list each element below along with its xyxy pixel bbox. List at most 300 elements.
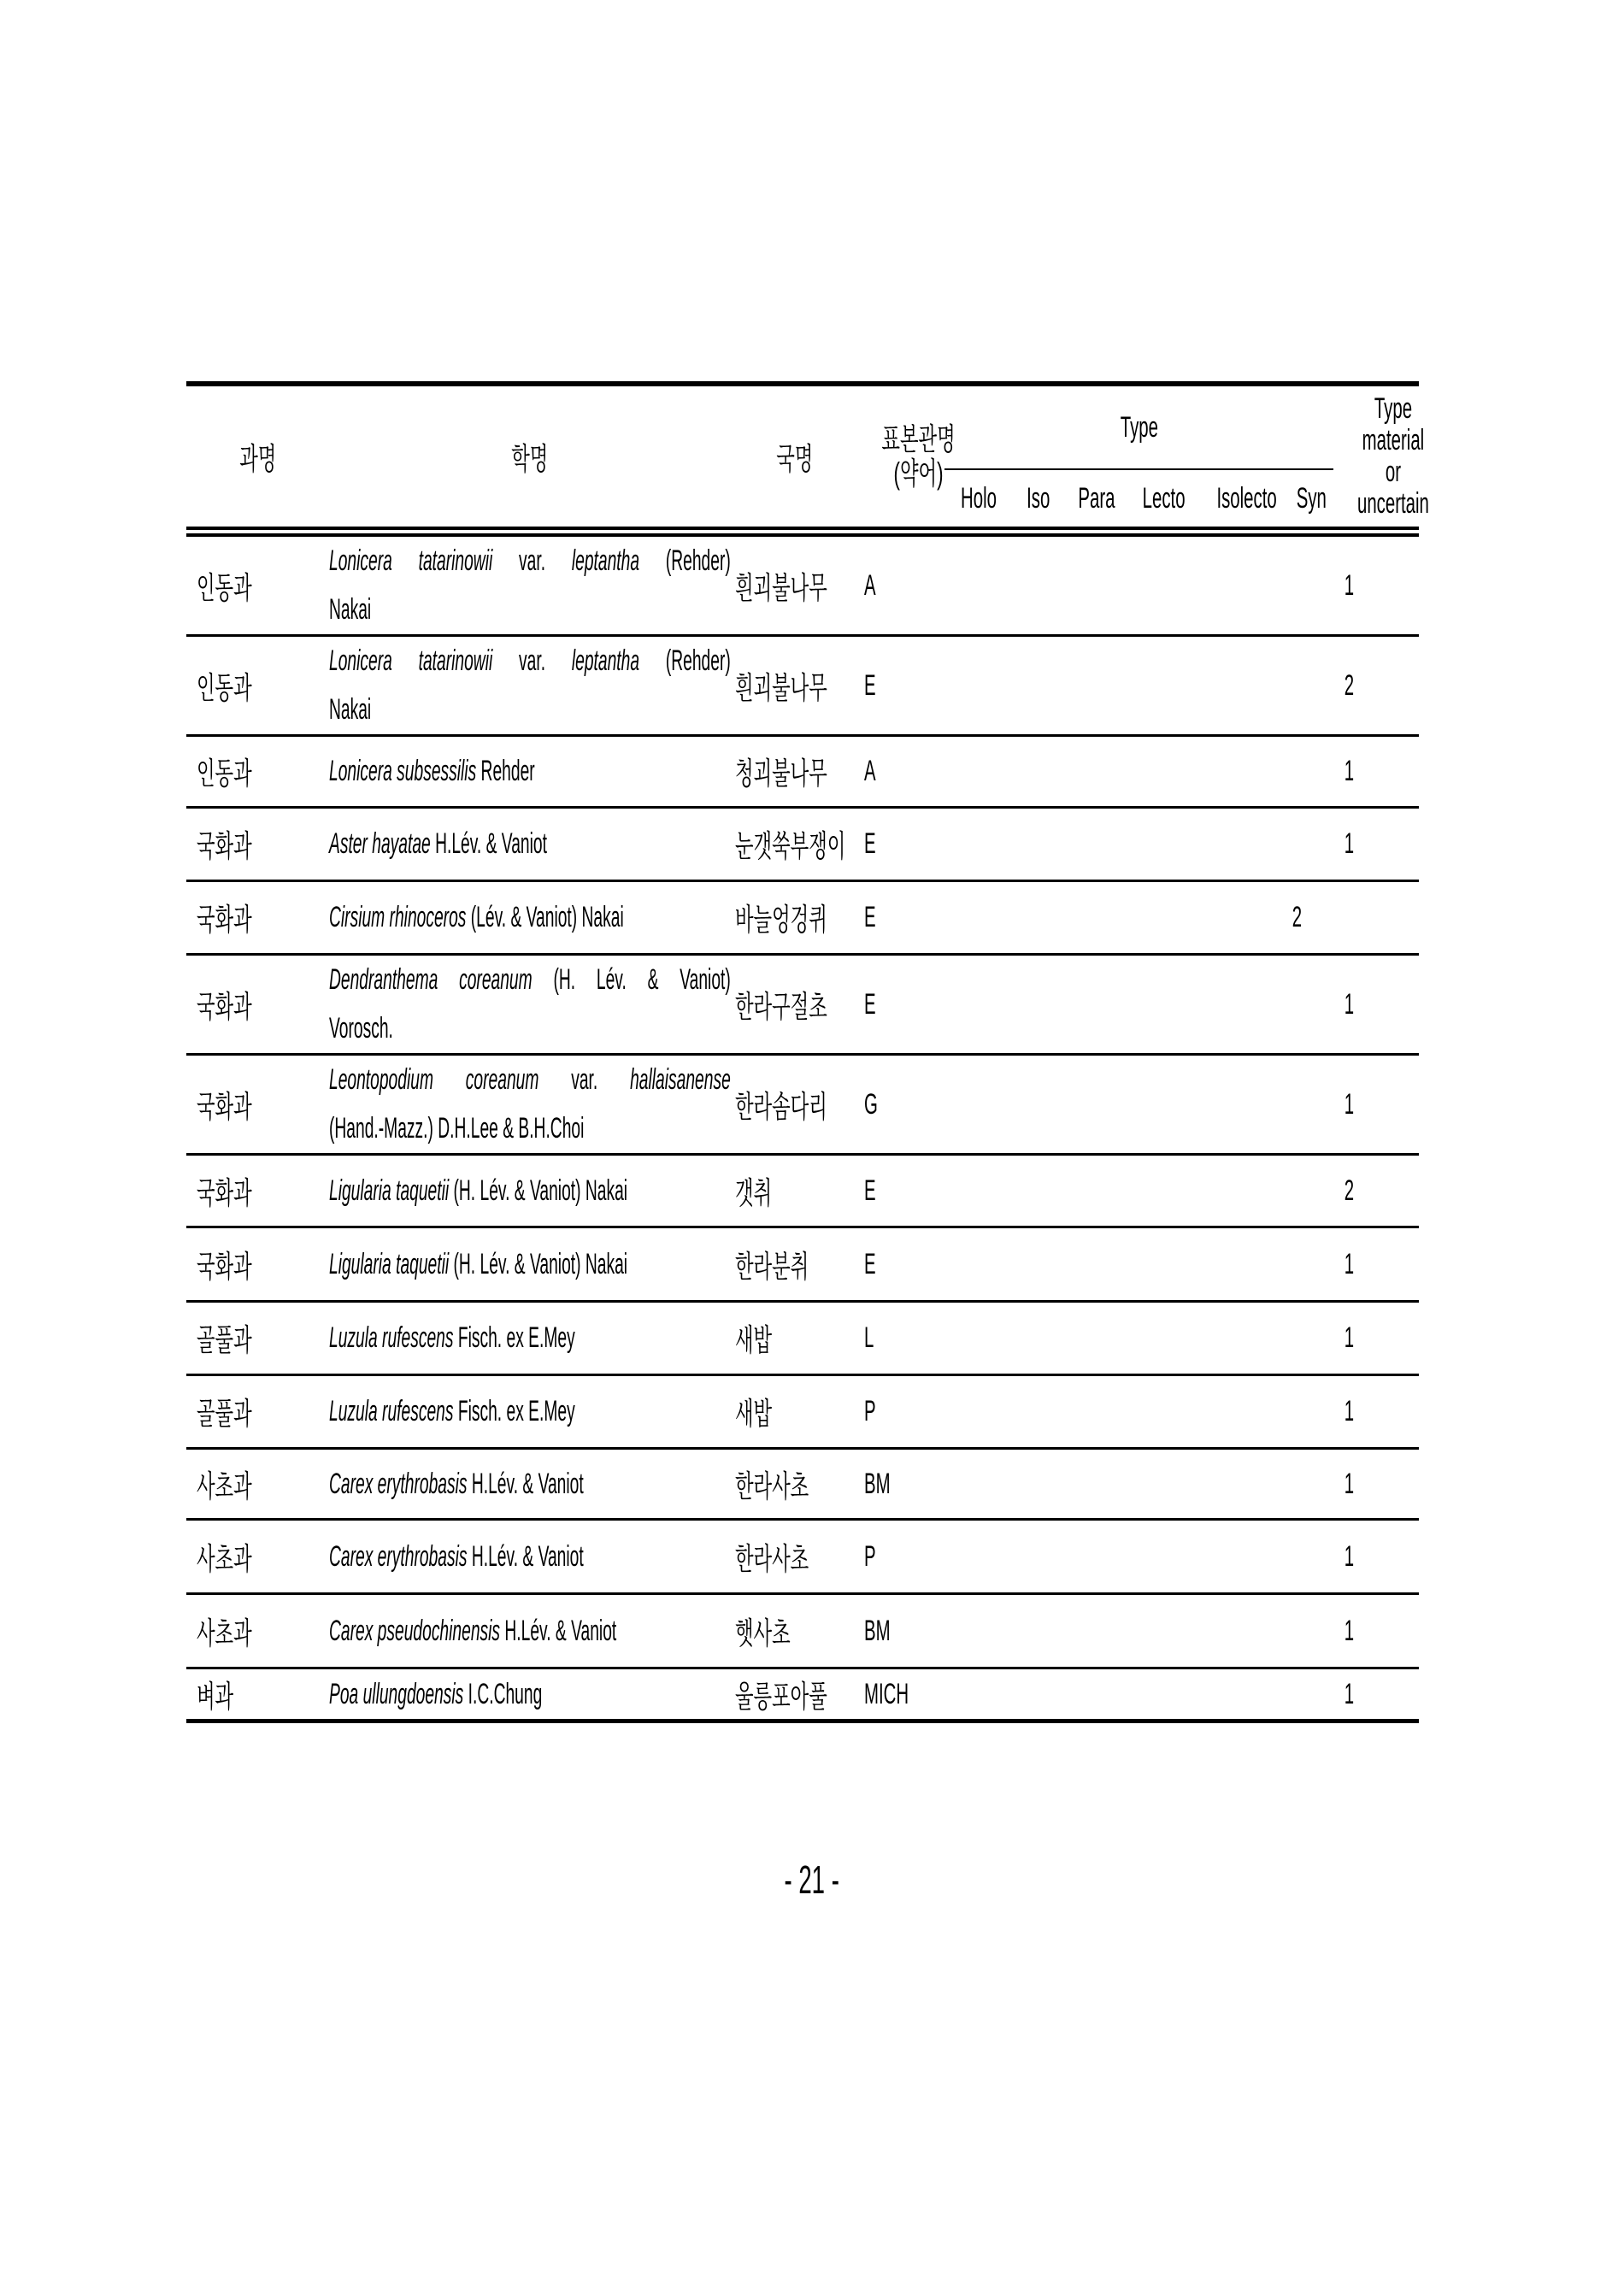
header-type-material-label	[1357, 393, 1429, 520]
cell-type-holo	[944, 1155, 1013, 1227]
cell-type-material	[1333, 736, 1419, 808]
cell-korean-name	[731, 955, 859, 1055]
family-name: 사초과	[197, 1615, 252, 1651]
cell-type-lecto	[1128, 736, 1197, 808]
cell-type-syn	[1286, 636, 1333, 736]
cell-family	[186, 1594, 329, 1668]
cell-korean-name	[731, 736, 859, 808]
cell-type-isolecto	[1197, 1302, 1286, 1375]
type-material-count: 1	[1344, 568, 1354, 602]
type-material-count: 1	[1344, 987, 1354, 1021]
korean-name: 햇사초	[735, 1615, 791, 1651]
scientific-name	[329, 1387, 731, 1436]
cell-korean-name	[731, 881, 859, 955]
header-type-material-line2: material	[1362, 424, 1425, 456]
scientific-name	[329, 1460, 731, 1509]
scientific-name-line	[329, 1314, 731, 1362]
cell-scientific-name	[329, 1227, 731, 1302]
author-text-segment: Nakai	[329, 593, 372, 626]
header-type-para	[1064, 469, 1128, 532]
cell-type-para	[1064, 532, 1128, 636]
herbarium-code: A	[864, 568, 876, 602]
cell-type-iso	[1013, 1449, 1064, 1520]
taxon-name-segment: Luzula rufescens	[329, 1395, 454, 1427]
cell-scientific-name	[329, 1375, 731, 1449]
type-material-count: 1	[1344, 1677, 1354, 1710]
cell-type-para	[1064, 1594, 1128, 1668]
table-row	[186, 1520, 1419, 1594]
cell-family	[186, 1055, 329, 1155]
cell-type-lecto	[1128, 1055, 1197, 1155]
cell-type-material	[1333, 1055, 1419, 1155]
taxon-name-segment: Ligularia taquetii	[329, 1247, 450, 1280]
cell-herbarium-code	[859, 1155, 944, 1227]
cell-type-holo	[944, 1594, 1013, 1668]
scientific-name-line	[329, 956, 731, 1004]
cell-herbarium-code	[859, 1302, 944, 1375]
korean-name: 한라분취	[735, 1248, 809, 1284]
cell-herbarium-code	[859, 1055, 944, 1155]
cell-type-syn	[1286, 532, 1333, 636]
herbarium-code: E	[864, 987, 876, 1021]
cell-type-syn	[1286, 881, 1333, 955]
scientific-name-line	[329, 1670, 731, 1719]
scientific-name-line	[329, 537, 731, 586]
cell-type-holo	[944, 955, 1013, 1055]
herbarium-code: P	[864, 1539, 876, 1573]
cell-type-iso	[1013, 636, 1064, 736]
cell-type-para	[1064, 1227, 1128, 1302]
cell-type-material	[1333, 1155, 1419, 1227]
cell-family	[186, 1155, 329, 1227]
taxon-name-segment: Luzula rufescens	[329, 1321, 454, 1354]
cell-family	[186, 1668, 329, 1721]
cell-type-holo	[944, 881, 1013, 955]
cell-family	[186, 1375, 329, 1449]
scientific-name	[329, 637, 731, 734]
cell-type-material	[1333, 1302, 1419, 1375]
cell-herbarium-code	[859, 955, 944, 1055]
type-syn-count: 2	[1292, 901, 1303, 933]
taxon-name-segment: leptantha	[571, 644, 640, 677]
cell-type-lecto	[1128, 636, 1197, 736]
header-scientific-name	[329, 384, 731, 532]
herbarium-code: MICH	[864, 1677, 909, 1710]
header-herbarium-line2: (약어)	[893, 456, 944, 491]
table-row	[186, 1375, 1419, 1449]
cell-type-iso	[1013, 1375, 1064, 1449]
family-name: 인동과	[197, 669, 252, 705]
scientific-name	[329, 537, 731, 634]
cell-type-syn	[1286, 736, 1333, 808]
scientific-name-line	[329, 1056, 731, 1104]
scientific-name	[329, 1533, 731, 1581]
cell-herbarium-code	[859, 1449, 944, 1520]
herbarium-code: BM	[864, 1467, 891, 1500]
cell-type-para	[1064, 1375, 1128, 1449]
header-korean-name	[731, 384, 859, 532]
author-text-segment: var.	[538, 1063, 631, 1096]
cell-scientific-name	[329, 1668, 731, 1721]
cell-herbarium-code	[859, 1375, 944, 1449]
herbarium-code: E	[864, 901, 876, 933]
table-row	[186, 736, 1419, 808]
taxon-name-segment: leptantha	[571, 544, 640, 577]
cell-type-para	[1064, 881, 1128, 955]
taxon-name-segment: hallaisanense	[630, 1063, 731, 1096]
cell-type-material	[1333, 636, 1419, 736]
cell-type-syn	[1286, 808, 1333, 881]
table-row	[186, 1055, 1419, 1155]
cell-type-syn	[1286, 1302, 1333, 1375]
cell-type-isolecto	[1197, 1520, 1286, 1594]
cell-korean-name	[731, 1520, 859, 1594]
scientific-name	[329, 1167, 731, 1215]
header-type-material	[1333, 384, 1429, 532]
cell-korean-name	[731, 1302, 859, 1375]
cell-herbarium-code	[859, 881, 944, 955]
herbarium-code: G	[864, 1087, 878, 1121]
korean-name: 눈갯쑥부쟁이	[735, 828, 846, 863]
cell-type-para	[1064, 1520, 1128, 1594]
cell-type-lecto	[1128, 1227, 1197, 1302]
cell-type-holo	[944, 1449, 1013, 1520]
family-name: 국화과	[197, 988, 252, 1024]
author-text-segment: Fisch. ex E.Mey	[453, 1321, 575, 1354]
author-text-segment: H.Lév. & Vaniot	[500, 1614, 617, 1647]
herbarium-code: L	[864, 1321, 874, 1354]
header-type-material-line3: or	[1385, 456, 1402, 488]
cell-type-syn	[1286, 955, 1333, 1055]
header-korean-name-label: 국명	[776, 440, 814, 476]
cell-scientific-name	[329, 1449, 731, 1520]
cell-type-holo	[944, 1302, 1013, 1375]
header-herbarium	[859, 384, 956, 532]
type-material-count: 1	[1344, 1321, 1354, 1354]
scientific-name	[329, 1670, 731, 1719]
cell-type-iso	[1013, 955, 1064, 1055]
cell-type-lecto	[1128, 1302, 1197, 1375]
author-text-segment: (Hand.-Mazz.) D.H.Lee & B.H.Choi	[329, 1112, 585, 1145]
cell-type-isolecto	[1197, 1594, 1286, 1668]
cell-type-isolecto	[1197, 532, 1286, 636]
cell-type-holo	[944, 1668, 1013, 1721]
cell-type-para	[1064, 955, 1128, 1055]
cell-type-holo	[944, 736, 1013, 808]
cell-type-material	[1333, 1449, 1419, 1520]
korean-name: 흰괴불나무	[735, 669, 827, 705]
cell-korean-name	[731, 1155, 859, 1227]
taxon-name-segment: Cirsium rhinoceros	[329, 901, 467, 933]
taxon-name-segment: Ligularia taquetii	[329, 1174, 450, 1207]
herbarium-code: E	[864, 668, 876, 702]
scientific-name-line	[329, 1607, 731, 1656]
cell-family	[186, 955, 329, 1055]
cell-type-lecto	[1128, 1520, 1197, 1594]
cell-korean-name	[731, 1594, 859, 1668]
author-text-segment: var.	[492, 644, 572, 677]
cell-type-para	[1064, 1055, 1128, 1155]
cell-korean-name	[731, 1449, 859, 1520]
type-material-count: 1	[1344, 1087, 1354, 1121]
cell-type-lecto	[1128, 808, 1197, 881]
cell-korean-name	[731, 532, 859, 636]
cell-korean-name	[731, 636, 859, 736]
cell-herbarium-code	[859, 636, 944, 736]
author-text-segment: var.	[492, 544, 572, 577]
taxon-name-segment: Lonicera tatarinowii	[329, 544, 493, 577]
taxon-name-segment: Aster hayatae	[329, 827, 431, 860]
cell-type-material	[1333, 1594, 1419, 1668]
header-type-material-line4: uncertain	[1357, 487, 1429, 520]
scientific-name-line	[329, 1387, 731, 1436]
cell-family	[186, 1302, 329, 1375]
cell-type-iso	[1013, 1302, 1064, 1375]
cell-type-iso	[1013, 736, 1064, 808]
cell-type-isolecto	[1197, 1668, 1286, 1721]
table-row	[186, 955, 1419, 1055]
table-row	[186, 1227, 1419, 1302]
author-text-segment: Vorosch.	[329, 1012, 393, 1045]
header-type-isolecto-label: Isolecto	[1216, 481, 1277, 515]
cell-family	[186, 1449, 329, 1520]
cell-type-holo	[944, 1227, 1013, 1302]
cell-herbarium-code	[859, 1227, 944, 1302]
header-type-para-label: Para	[1077, 481, 1115, 515]
cell-family	[186, 1520, 329, 1594]
taxon-name-segment: Carex erythrobasis	[329, 1539, 468, 1573]
cell-scientific-name	[329, 1155, 731, 1227]
cell-korean-name	[731, 808, 859, 881]
author-text-segment: Fisch. ex E.Mey	[453, 1395, 575, 1427]
cell-type-lecto	[1128, 1668, 1197, 1721]
korean-name: 한라사초	[735, 1540, 809, 1576]
cell-scientific-name	[329, 1594, 731, 1668]
cell-type-para	[1064, 736, 1128, 808]
cell-type-material	[1333, 881, 1419, 955]
family-name: 국화과	[197, 828, 252, 863]
cell-herbarium-code	[859, 736, 944, 808]
specimen-table	[186, 381, 1429, 1723]
cell-family	[186, 808, 329, 881]
cell-korean-name	[731, 1055, 859, 1155]
cell-scientific-name	[329, 808, 731, 881]
cell-type-isolecto	[1197, 1375, 1286, 1449]
scientific-name-line	[329, 820, 731, 868]
cell-type-iso	[1013, 808, 1064, 881]
scientific-name-line	[329, 893, 731, 942]
cell-scientific-name	[329, 955, 731, 1055]
cell-type-iso	[1013, 881, 1064, 955]
header-type-isolecto	[1197, 469, 1286, 532]
scientific-name	[329, 1056, 731, 1153]
table-row	[186, 1594, 1419, 1668]
scientific-name	[329, 820, 731, 868]
cell-type-lecto	[1128, 1155, 1197, 1227]
author-text-segment: (Lév. & Vaniot) Nakai	[466, 901, 624, 933]
table-row	[186, 636, 1419, 736]
table-row	[186, 1155, 1419, 1227]
cell-type-material	[1333, 1668, 1419, 1721]
cell-type-isolecto	[1197, 736, 1286, 808]
page-number-label: - 21 -	[784, 1857, 840, 1902]
family-name: 사초과	[197, 1468, 252, 1504]
korean-name: 새밥	[735, 1396, 773, 1431]
cell-type-material	[1333, 1520, 1419, 1594]
scientific-name-line	[329, 1167, 731, 1215]
cell-type-syn	[1286, 1594, 1333, 1668]
cell-type-para	[1064, 1302, 1128, 1375]
cell-scientific-name	[329, 736, 731, 808]
cell-type-iso	[1013, 1668, 1064, 1721]
scientific-name-line	[329, 686, 731, 734]
cell-family	[186, 736, 329, 808]
page-number	[0, 1857, 1624, 1903]
type-material-count: 2	[1344, 668, 1354, 702]
table-row	[186, 532, 1419, 636]
cell-scientific-name	[329, 1055, 731, 1155]
cell-herbarium-code	[859, 808, 944, 881]
cell-family	[186, 636, 329, 736]
family-name: 국화과	[197, 1248, 252, 1284]
table-body	[186, 532, 1419, 1721]
family-name: 사초과	[197, 1540, 252, 1576]
author-text-segment: H.Lév. & Vaniot	[467, 1467, 584, 1500]
scientific-name-line	[329, 1240, 731, 1289]
author-text-segment: (Rehder)	[639, 544, 731, 577]
cell-type-holo	[944, 1055, 1013, 1155]
author-text-segment: (H. Lév. & Vaniot)	[532, 963, 731, 996]
cell-family	[186, 532, 329, 636]
cell-type-isolecto	[1197, 1155, 1286, 1227]
cell-type-holo	[944, 636, 1013, 736]
cell-herbarium-code	[859, 1520, 944, 1594]
header-row-1	[186, 384, 1419, 469]
family-name: 인동과	[197, 569, 252, 605]
korean-name: 갯취	[735, 1174, 773, 1210]
cell-scientific-name	[329, 1302, 731, 1375]
cell-type-lecto	[1128, 881, 1197, 955]
scientific-name-line	[329, 1533, 731, 1581]
cell-type-lecto	[1128, 1594, 1197, 1668]
taxon-name-segment: Leontopodium coreanum	[329, 1063, 539, 1096]
taxon-name-segment: Carex pseudochinensis	[329, 1614, 501, 1647]
table-row	[186, 808, 1419, 881]
korean-name: 한라구절초	[735, 988, 827, 1024]
korean-name: 바늘엉겅퀴	[735, 902, 827, 937]
cell-herbarium-code	[859, 1594, 944, 1668]
header-scientific-name-label: 학명	[511, 440, 549, 476]
scientific-name	[329, 747, 731, 796]
cell-family	[186, 1227, 329, 1302]
header-type-iso	[1013, 469, 1064, 532]
header-herbarium-line1: 표본관명	[881, 421, 956, 456]
cell-type-isolecto	[1197, 1449, 1286, 1520]
korean-name: 한라솜다리	[735, 1088, 827, 1124]
type-material-count: 1	[1344, 827, 1354, 860]
cell-type-material	[1333, 532, 1419, 636]
cell-herbarium-code	[859, 1668, 944, 1721]
family-name: 골풀과	[197, 1396, 252, 1431]
author-text-segment: H.Lév. & Vaniot	[430, 827, 547, 860]
header-type-holo-label: Holo	[961, 481, 997, 515]
scientific-name-line	[329, 1004, 731, 1053]
cell-type-material	[1333, 955, 1419, 1055]
type-material-count: 1	[1344, 1614, 1354, 1647]
header-type-syn	[1286, 469, 1333, 532]
cell-herbarium-code	[859, 532, 944, 636]
cell-type-lecto	[1128, 1375, 1197, 1449]
family-name: 골풀과	[197, 1322, 252, 1357]
family-name: 벼과	[197, 1678, 234, 1714]
cell-type-para	[1064, 1155, 1128, 1227]
cell-type-para	[1064, 1668, 1128, 1721]
cell-type-iso	[1013, 532, 1064, 636]
author-text-segment: (H. Lév. & Vaniot) Nakai	[449, 1247, 628, 1280]
scientific-name-line	[329, 637, 731, 686]
table-header	[186, 384, 1429, 532]
type-material-count: 1	[1344, 1395, 1354, 1427]
cell-scientific-name	[329, 1520, 731, 1594]
scientific-name	[329, 1607, 731, 1656]
scientific-name	[329, 893, 731, 942]
author-text-segment: I.C.Chung	[463, 1677, 543, 1710]
cell-type-syn	[1286, 1449, 1333, 1520]
cell-type-material	[1333, 808, 1419, 881]
header-type-group-label: Type	[1120, 410, 1158, 444]
cell-type-iso	[1013, 1520, 1064, 1594]
cell-type-holo	[944, 532, 1013, 636]
korean-name: 한라사초	[735, 1468, 809, 1504]
scientific-name	[329, 1240, 731, 1289]
cell-type-para	[1064, 1449, 1128, 1520]
table-row	[186, 1668, 1419, 1721]
table-row	[186, 1302, 1419, 1375]
cell-scientific-name	[329, 881, 731, 955]
taxon-name-segment: Lonicera tatarinowii	[329, 644, 493, 677]
family-name: 국화과	[197, 902, 252, 937]
header-type-syn-label: Syn	[1296, 481, 1327, 515]
herbarium-code: E	[864, 1247, 876, 1280]
header-type-material-line1: Type	[1374, 392, 1413, 425]
korean-name: 울릉포아풀	[735, 1678, 827, 1714]
cell-type-syn	[1286, 1375, 1333, 1449]
cell-type-holo	[944, 1375, 1013, 1449]
cell-type-holo	[944, 1520, 1013, 1594]
herbarium-code: A	[864, 755, 876, 787]
scientific-name	[329, 956, 731, 1053]
cell-type-para	[1064, 808, 1128, 881]
cell-type-iso	[1013, 1594, 1064, 1668]
type-material-count: 1	[1344, 1467, 1354, 1500]
header-type-iso-label: Iso	[1027, 481, 1050, 515]
cell-type-holo	[944, 808, 1013, 881]
cell-type-isolecto	[1197, 808, 1286, 881]
korean-name: 흰괴불나무	[735, 569, 827, 605]
header-herbarium-label	[881, 422, 955, 491]
table-row	[186, 1449, 1419, 1520]
cell-type-material	[1333, 1227, 1419, 1302]
cell-type-syn	[1286, 1227, 1333, 1302]
cell-type-lecto	[1128, 955, 1197, 1055]
cell-type-isolecto	[1197, 1055, 1286, 1155]
author-text-segment: Nakai	[329, 693, 372, 726]
author-text-segment: (Rehder)	[639, 644, 731, 677]
author-text-segment: Rehder	[476, 755, 535, 787]
cell-type-para	[1064, 636, 1128, 736]
scientific-name-line	[329, 1460, 731, 1509]
cell-type-material	[1333, 1375, 1419, 1449]
